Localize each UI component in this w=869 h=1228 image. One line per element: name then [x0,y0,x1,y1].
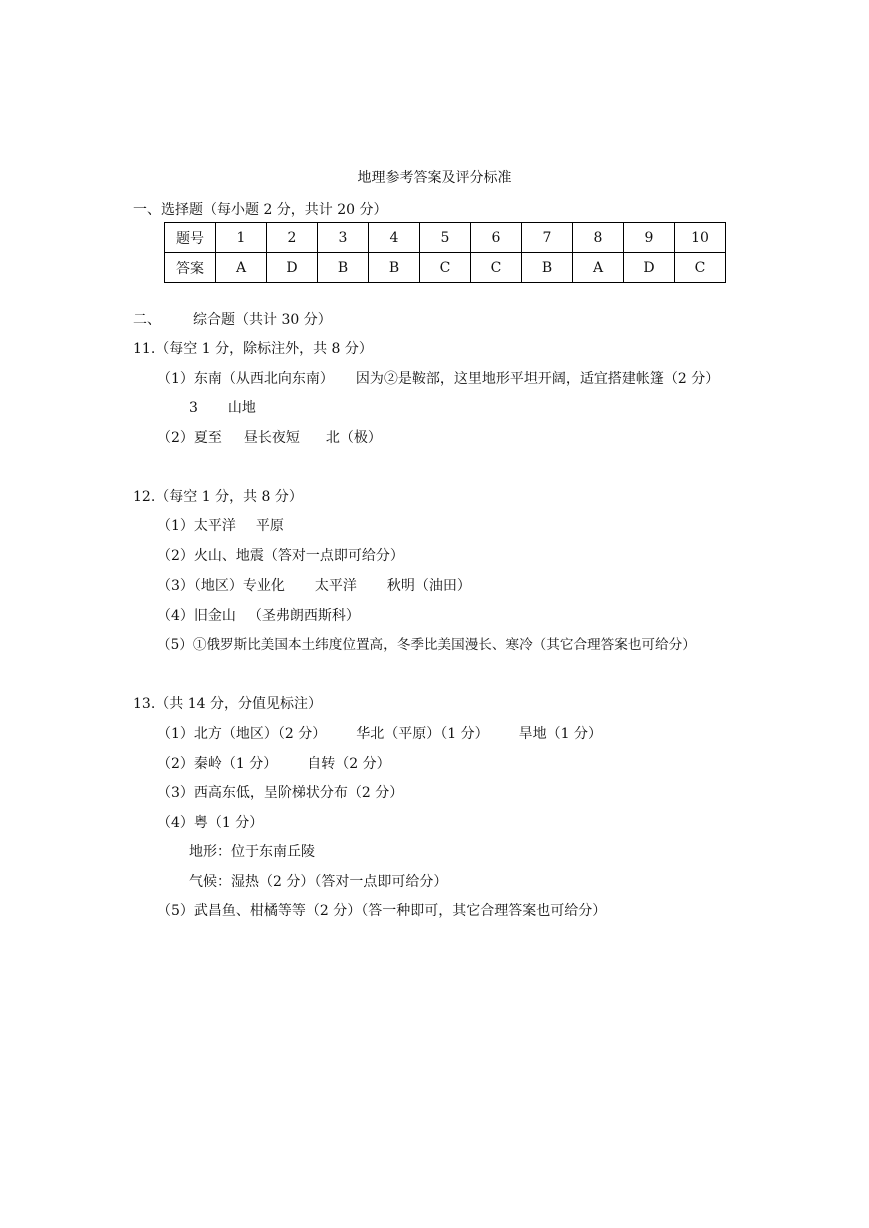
q12-part3 [157,576,471,596]
q12-header: 12.（每空 1 分，共 8 分） [133,489,303,505]
number-cell: 3 [318,223,369,253]
q12-p3-ocean: 太平洋 [314,578,357,594]
q13-part4-terrain: 地形：位于东南丘陵 [189,844,315,860]
q13-p1-plain: 华北（平原）（1 分） [356,726,489,742]
q13-part3: （3）西高东低，呈阶梯状分布（2 分） [157,785,404,801]
number-cell: 1 [216,223,267,253]
q11-p2-solstice: （2）夏至 [157,430,222,446]
q11-p1-number: 3 [189,400,198,416]
answer-cell: C [471,253,522,283]
q12-part4 [157,606,360,626]
q13-part4: （4）粤（1 分） [157,815,264,831]
answer-table [164,222,726,283]
number-cell: 5 [420,223,471,253]
q11-part1 [157,369,719,389]
q13-part1 [157,724,602,744]
q12-part1 [157,516,284,536]
answer-cell: D [624,253,675,283]
q13-p1-farmland: 旱地（1 分） [518,726,602,742]
q13-header: 13.（共 14 分，分值见标注） [133,696,322,712]
number-cell: 4 [369,223,420,253]
q11-p1-direction: （1）东南（从西北向东南） [157,371,334,387]
q12-part2: （2）火山、地震（答对一点即可给分） [157,548,404,564]
q12-p3-oilfield: 秋明（油田） [386,578,471,594]
section2-heading: 综合题（共计 30 分） [193,312,332,328]
q12-p4-city: （4）旧金山 [157,608,236,624]
q11-p1-reason: 因为②是鞍部，这里地形平坦开阔，适宜搭建帐篷（2 分） [355,371,720,387]
page-title: 地理参考答案及评分标准 [357,170,512,186]
answer-cell: A [216,253,267,283]
q13-p1-region: （1）北方（地区）（2 分） [157,726,327,742]
answer-cell: B [369,253,420,283]
q11-part2 [157,428,382,448]
answer-cell: D [267,253,318,283]
section1-heading: 一、选择题（每小题 2 分，共计 20 分） [133,202,388,218]
table-row-answers [165,253,726,283]
q13-part4-climate: 气候：湿热（2 分）（答对一点即可给分） [189,874,448,890]
q12-p4-alias: （圣弗朗西斯科） [247,608,360,624]
q13-part2 [157,754,391,774]
q12-part5: （5）①俄罗斯比美国本土纬度位置高，冬季比美国漫长、寒冷（其它合理答案也可给分） [157,637,696,653]
q12-p1-plain: 平原 [255,518,284,534]
q12-p3-specialization: （3）（地区）专业化 [157,578,285,594]
number-cell: 10 [675,223,726,253]
row-label-numbers: 题号 [165,223,216,253]
number-cell: 2 [267,223,318,253]
number-cell: 7 [522,223,573,253]
section2-number: 二、 [133,312,161,328]
q13-part5: （5）武昌鱼、柑橘等等（2 分）（答一种即可，其它合理答案也可给分） [157,903,607,919]
answer-cell: B [318,253,369,283]
number-cell: 8 [573,223,624,253]
table-row-numbers [165,223,726,253]
q13-p2-rotation: 自转（2 分） [307,756,391,772]
q12-p1-ocean: （1）太平洋 [157,518,236,534]
q11-p1-landform: 山地 [227,400,256,416]
q11-part1-extra [189,398,256,418]
q11-p2-pole: 北（极） [325,430,382,446]
answer-cell: C [675,253,726,283]
q13-p2-mountain: （2）秦岭（1 分） [157,756,278,772]
answer-cell: A [573,253,624,283]
q11-header: 11.（每空 1 分，除标注外，共 8 分） [133,341,373,357]
q11-p2-daylength: 昼长夜短 [243,430,300,446]
number-cell: 6 [471,223,522,253]
number-cell: 9 [624,223,675,253]
row-label-answers: 答案 [165,253,216,283]
answer-cell: B [522,253,573,283]
answer-cell: C [420,253,471,283]
